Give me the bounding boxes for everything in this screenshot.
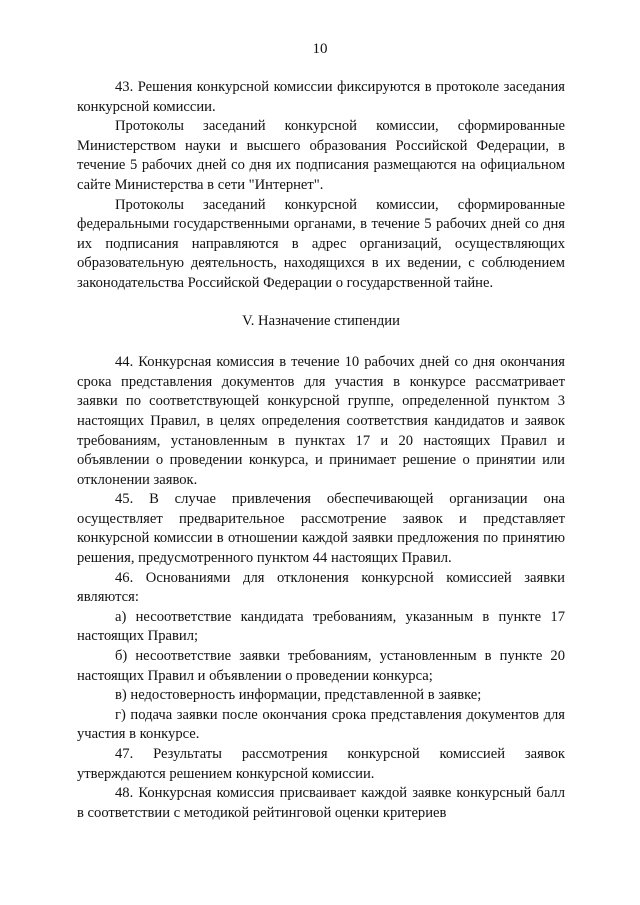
list-item-v: в) недостоверность информации, представленной в заявке; xyxy=(115,687,482,704)
paragraph-44: 44. Конкурсная комиссия в течение 10 рабочих дней со дня окончания срока представления документов для участия в конкурсе рассматривает заявки по соответствующей конкурсной группе, определенной пунктом 3 настоящих Правил, в целях определения соответствия кандидатов и заявок требованиям, установленным в пунктах 17 и 20 настоящих Правил и объявлении о проведении конкурса, и принимает решение о принятии или отклонении заявок. xyxy=(77,354,565,488)
list-item-b: б) несоответствие заявки требованиям, установленным в пункте 20 настоящих Правил и объявлении о проведении конкурса; xyxy=(77,648,565,684)
paragraph-45: 45. В случае привлечения обеспечивающей организации она осуществляет предварительное рассмотрение заявок и представляет конкурсной комиссии в отношении каждой заявки предложения по принятию решения, предусмотренного пунктом 44 настоящих Правил. xyxy=(77,491,565,567)
section-heading: V. Назначение стипендии xyxy=(242,312,400,329)
page-number: 10 xyxy=(312,41,328,57)
paragraph-46: 46. Основаниями для отклонения конкурсной комиссией заявки являются: xyxy=(77,569,565,606)
list-item-a: а) несоответствие кандидата требованиям, указанным в пункте 17 настоящих Правил; xyxy=(77,608,565,645)
paragraph-47: 47. Результаты рассмотрения конкурсной комиссией заявок утверждаются решением конкурсной комиссии. xyxy=(77,746,565,782)
paragraph-43: 43. Решения конкурсной комиссии фиксируются в протоколе заседания конкурсной комиссии. xyxy=(77,79,565,115)
paragraph-protocols-federal: Протоколы заседаний конкурсной комиссии, сформированные федеральными государственными органами, в течение 5 рабочих дней со дня их подписания направляются в адрес организаций, осуществляющих образовательную деятельность, находящихся в их ведении, с соблюдением законодательства Российской Федерации о государственной тайне. xyxy=(77,196,565,291)
paragraph-48: 48. Конкурсная комиссия присваивает каждой заявке конкурсный балл в соответствии с методикой рейтинговой оценки критериев xyxy=(77,785,565,821)
paragraph-protocols-ministry: Протоколы заседаний конкурсной комиссии, сформированные Министерством науки и высшего образования Российской Федерации, в течение 5 рабочих дней со дня их подписания размещаются на официальном сайте Министерства в сети "Интернет". xyxy=(77,118,565,193)
list-item-g: г) подача заявки после окончания срока представления документов для участия в конкурсе. xyxy=(77,706,565,743)
document-body xyxy=(77,78,565,823)
